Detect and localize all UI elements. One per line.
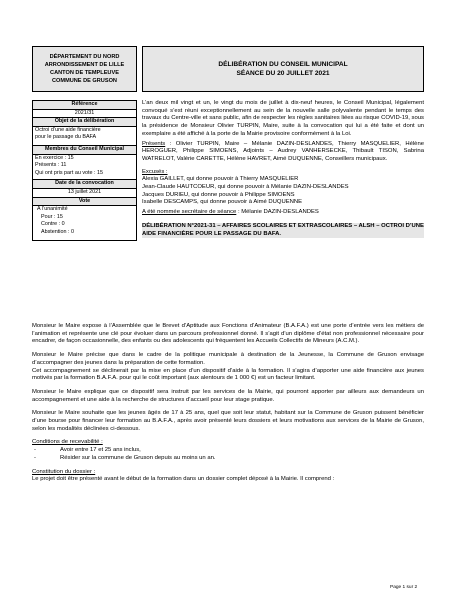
membres-line: En exercice : 15 — [32, 155, 137, 163]
objet-value-line: Octroi d’une aide financière — [32, 127, 137, 135]
header-left-line: CANTON DE TEMPLEUVE — [50, 70, 119, 76]
convocation-value: 13 juillet 2021 — [32, 189, 137, 197]
vote-label: Vote — [32, 197, 137, 207]
condition-text: Avoir entre 17 et 25 ans inclus, — [60, 447, 141, 454]
condition-item — [32, 455, 424, 463]
condition-text: Résider sur la commune de Gruson depuis au moins un an. — [60, 454, 216, 461]
bullet-dash: - — [34, 454, 36, 461]
body-paragraph: Monsieur le Maire précise que dans le cadre de la politique municipale à destination de la Jeunesse, la Commune de Gruson envisage d’accompagner des jeunes dans la préparation de cette formation. — [32, 352, 424, 366]
conditions-label: Conditions de recevabilité : — [32, 439, 103, 446]
ref-label: Référence — [32, 100, 137, 110]
excuse-item: Isabelle DESCAMPS, qui donne pouvoir à Aimé DUQUENNE — [142, 199, 303, 206]
deliberation-title: DÉLIBÉRATION N°2021-31 – AFFAIRES SCOLAIRES ET EXTRASCOLAIRES – ALSH – OCTROI D’UNE AIDE FINANCIÈRE POUR LE PASSAGE DU BAFA. — [142, 222, 424, 237]
presents-paragraph — [142, 141, 424, 164]
excuses-list — [142, 176, 424, 207]
excuse-item: Jacques DURIEU, qui donne pouvoir à Philippe SIMOENS — [142, 191, 295, 198]
session-body — [142, 100, 424, 238]
constitution-label: Constitution du dossier : — [32, 468, 96, 475]
document-title: DÉLIBÉRATION DU CONSEIL MUNICIPAL — [218, 60, 348, 68]
excuses-label: Excusés : — [142, 168, 168, 175]
objet-label: Objet de la délibération — [32, 117, 137, 127]
membres-label: Membres du Conseil Municipal — [32, 145, 137, 155]
document-subtitle: SÉANCE DU 20 JUILLET 2021 — [236, 70, 330, 77]
deliberation-body — [32, 323, 424, 484]
intro-paragraph: L’an deux mil vingt et un, le vingt du mois de juillet à dix-neuf heures, le Conseil Municipal, légalement convoqué s’est réuni exceptionnellement au sein de la nouvelle salle polyvalente pendant le temps des travaux du Centre-ville et sans public, afin de respecter les règles sanitaires liées au risque COVID-19, sous la présidence de Monsieur Olivier TURPIN, Maire, suite à la convocation qui lui a été faite et dont un exemplaire a été affiché à la porte de la Mairie provisoire conformément à la Loi. — [142, 100, 424, 137]
header-left-line: COMMUNE DE GRUSON — [52, 78, 117, 85]
vote-line: A l’unanimité — [32, 206, 137, 214]
convocation-label: Date de la convocation — [32, 179, 137, 189]
presents-label: Présents — [142, 140, 166, 147]
ref-value: 2021/31 — [32, 110, 137, 118]
header-commune-box — [32, 46, 137, 92]
page-number: Page 1 sur 2 — [390, 585, 418, 590]
header-left-line: ARRONDISSEMENT DE LILLE — [44, 61, 125, 68]
membres-line: Présents : 11 — [32, 162, 137, 170]
excuse-item: Jean-Claude HAUTCOEUR, qui donne pouvoir à Mélanie DAZIN-DESLANDES — [142, 184, 349, 191]
constitution-text: Le projet doit être présenté avant le début de la formation dans un dossier complet déposé à la Mairie. Il comprend : — [32, 476, 335, 483]
body-paragraph: Cet accompagnement se déclinerait par la mise en place d’un dispositif d’aide à la formation. Il s’agira d’apporter une aide financière aux jeunes motivés par la formation B.A.F.A. pour qui le coût important (aux alentours de 1 000 €) est un facteur limitant. — [32, 367, 424, 382]
header-left-line: DÉPARTEMENT DU NORD — [49, 53, 120, 60]
objet-value-line: pour le passage du BAFA — [32, 134, 137, 145]
presents-text: : Olivier TURPIN, Maire – Mélanie DAZIN-DESLANDES, Thierry MASQUELIER, Hélène HEROGUER, Philippe SIMOENS, Adjoints – Audrey VANHERSECKE, Thibault TISON, Sabrina WATRELOT, Valérie CARETTE, Hélène HAVRET, Aimé DUQUENNE, Conseillers municipaux. — [142, 140, 424, 162]
membres-line: Qui ont pris part au vote : 15 — [32, 170, 137, 180]
secretaire-value: : Mélanie DAZIN-DESLANDES — [236, 209, 319, 216]
vote-line: Pour : 15 — [32, 214, 137, 222]
header-title-box — [142, 46, 424, 92]
bullet-dash: - — [34, 447, 36, 454]
secretaire-paragraph — [142, 209, 424, 217]
vote-line: Contre : 0 — [32, 221, 137, 229]
body-paragraph: Monsieur le Maire souhaite que les jeunes âgés de 17 à 25 ans, quel que soit leur statut, habitant sur la Commune de Gruson puissent bénéficier d’une bourse pour financer leur formation au B.A.F.A., après avoir présenté leurs dossiers et leurs motivations aux services de la Mairie de Gruson, selon les modalités déclinées ci-dessous. — [32, 410, 424, 432]
excuse-item: Alexia GAILLET, qui donne pouvoir à Thierry MASQUELIER — [142, 176, 299, 183]
secretaire-label: A été nommée secrétaire de séance — [142, 209, 237, 216]
vote-line: Abstention : 0 — [32, 229, 137, 241]
body-paragraph: Monsieur le Maire explique que ce dispositif sera instruit par les services de la Mairie, qui pourront apporter par ailleurs aux demandeurs un accompagnement et une aide à la recherche de structures d’accueil pour leur stage pratique. — [32, 388, 424, 403]
condition-item — [32, 447, 424, 455]
body-paragraph: Monsieur le Maire expose à l’Assemblée que le Brevet d’Aptitude aux Fonctions d’Animateur (B.A.F.A.) est une porte d’entrée vers les métiers de l’animation et représente une clé pour évoluer dans un parcours professionnel donné. Il s’agit d’un diplôme d’état non professionnel nécessaire pour encadrer, de façon occasionnelle, des enfants ou des adolescents qui fréquentent les Accueils Collectifs de Mineurs (A.C.M.). — [32, 323, 424, 345]
sidebar-info — [32, 100, 137, 241]
